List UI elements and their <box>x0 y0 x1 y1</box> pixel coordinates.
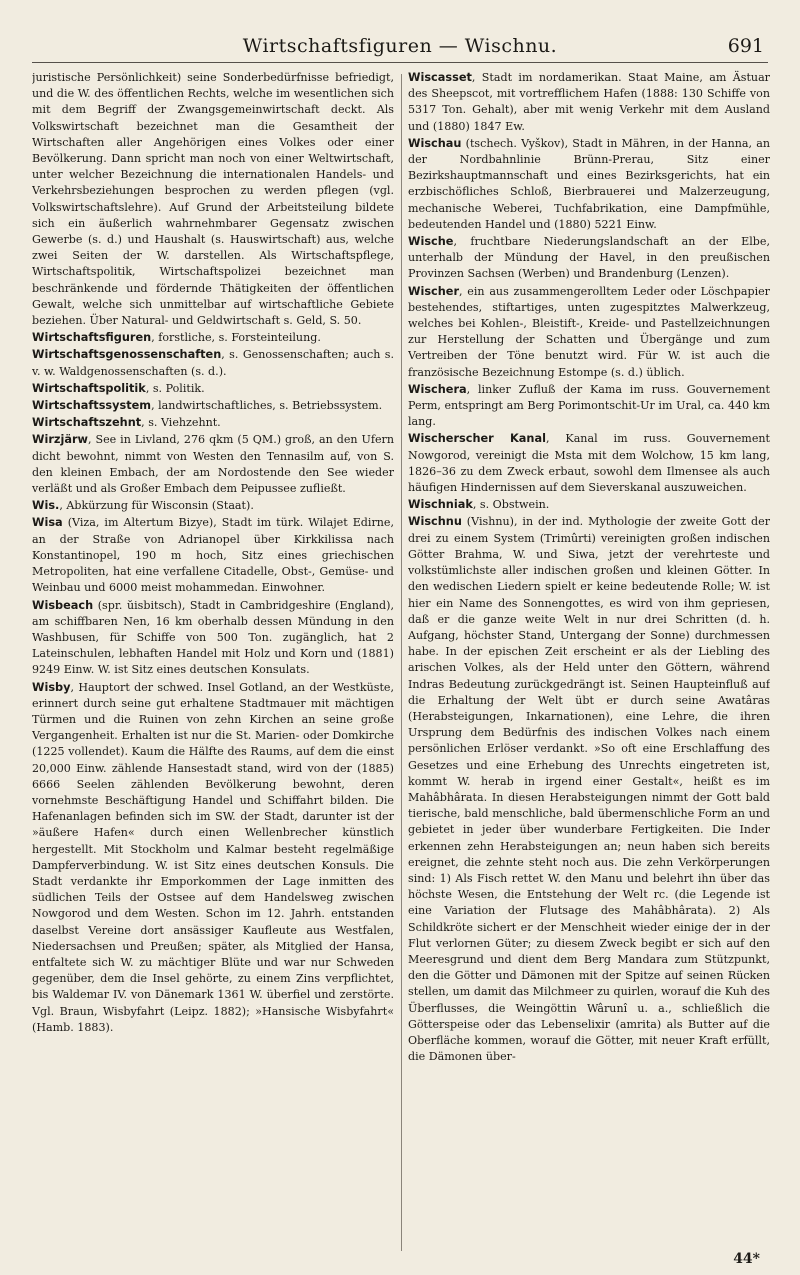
entry-headword: Wirtschaftssystem <box>32 399 152 413</box>
running-header <box>32 28 768 63</box>
entry-headword: Wisby <box>32 680 71 694</box>
entry-headword: Wirzjärw <box>32 433 88 447</box>
text-columns <box>32 70 770 1251</box>
entry-headword: Wirtschaftszehnt <box>32 416 142 430</box>
dictionary-entry <box>32 680 394 1036</box>
entry-text: (Vishnu), in der ind. Mythologie der zweite Gott der drei zu einem System (Trimûrti) vereinigten großen indischen Götter Brahma, W. und Siwa, jetzt der verehrteste und volkstümlichste aller indischen großen und kleinen Götter. In den wedischen Liedern spielt er keine bedeutende Rolle; W. ist hier ein Name des Sonnengottes, es wird von ihm gepriesen, daß er die ganze weite Welt in nur drei Schritten (d. h. Aufgang, höchster Stand, Untergang der Sonne) durchmessen habe. In der epischen Zeit erscheint er als der Liebling des arischen Volkes, als der Held unter den Göttern, während Indras Bedeutung zurückgedrängt ist. Seinen Haupteinfluß auf die Erhaltung der Welt übt er durch seine Awatâras (Herabsteigungen, Inkarnationen), eine Lehre, die ihren Ursprung dem Bedürfnis des indischen Volkes nach einem persönlichen Erlöser verdankt. »So oft eine Erschlaffung des Gesetzes und eine Erhebung des Unrechts eingetreten ist, kommt W. herab in irgend einer Gestalt«, heißt es im Mahâbhârata. In diesen Herabsteigungen nimmt der Gott bald tierische, bald menschliche, bald übermenschliche Form an und gebietet in jeder über wunderbare Fertigkeiten. Die Inder erkennen zehn Herabsteigungen an; neun haben sich bereits ereignet, die zehnte steht noch aus. Die zehn Verkörperungen sind: 1) Als Fisch rettet W. den Manu und belehrt ihn über das höchste Wesen, die Entstehung der Welt rc. (die Legende ist eine Variation der Flutsage des Mahâbhârata). 2) Als Schildkröte sichert er der Menschheit wieder einige der in der Flut verlornen Güter; zu diesem Zweck begibt er sich auf den Meeresgrund und dient dem Berg Mandara zum Stützpunkt, den die Götter und Dämonen mit der Spitze auf seinen Rücken stellen, um damit das Milchmeer zu quirlen, worauf die Kuh des Überflusses, die Weingöttin Wârunî u. a., schließlich die Götterspeise oder das Lebenselixir (amrita) als Butter auf die Oberfläche kommen, worauf die Götter, mit neuer Kraft erfüllt, die Dämonen über- <box>408 515 770 1064</box>
entry-text: , fruchtbare Niederungslandschaft an der Elbe, unterhalb der Mündung der Havel, in den preußischen Provinzen Sachsen (Werben) und Brandenburg (Lenzen). <box>408 235 770 281</box>
entry-text: , s. Viehzehnt. <box>141 416 221 430</box>
dictionary-entry <box>32 432 394 497</box>
dictionary-entry <box>32 415 394 431</box>
dictionary-entry <box>32 381 394 397</box>
dictionary-entry <box>32 347 394 379</box>
entry-headword: Wisbeach <box>32 598 94 612</box>
signature-mark: 44* <box>733 1251 760 1267</box>
dictionary-entry <box>408 431 770 496</box>
entry-text: (Viza, im Altertum Bizye), Stadt im türk. Wilajet Edirne, an der Straße von Adrianopel über Kirkkilissa nach Konstantinopel, 190 m hoch, Sitz eines griechischen Metropoliten, hat eine verfallene Citadelle, Obst-, Gemüse- und Weinbau und 6000 meist mohammedan. Einwohner. <box>32 516 394 595</box>
right-column <box>408 70 770 1251</box>
entry-text: , Kanal im russ. Gouvernement Nowgorod, vereinigt die Msta mit dem Wolchow, 15 km lang, 1826–36 zu dem Zweck erbaut, sowohl dem Ilmensee als auch häufigen Hindernissen auf dem Sieverskanal auszuweichen. <box>408 432 770 495</box>
entry-headword: Wischera <box>408 382 467 396</box>
entry-headword: Wirtschaftspolitik <box>32 381 146 395</box>
dictionary-entry <box>32 398 394 414</box>
dictionary-entry <box>32 515 394 596</box>
dictionary-entry <box>408 497 770 513</box>
entry-headword: Wisa <box>32 516 63 530</box>
entry-text: , linker Zufluß der Kama im russ. Gouvernement Perm, entspringt am Berg Porimontschit-Ur im Ural, ca. 440 km lang. <box>408 382 770 429</box>
entry-text: , Stadt im nordamerikan. Staat Maine, am Ästuar des Sheepscot, mit vortrefflichem Hafen (1888: 130 Schiffe von 5317 Ton. Gehalt), aber mit wenig Verkehr mit dem Ausland und (1880) 1847 Ew. <box>408 71 770 133</box>
entry-text: , s. Obstwein. <box>472 498 550 512</box>
dictionary-entry <box>32 70 394 329</box>
entry-headword: Wischer <box>408 284 460 298</box>
entry-headword: Wische <box>408 235 454 249</box>
entry-text: , forstliche, s. Forsteinteilung. <box>151 331 321 345</box>
entry-text: , ein aus zusammengerolltem Leder oder Löschpapier bestehendes, stiftartiges, unten zugespitztes Malwerkzeug, welches bei Kohlen-, Bleistift-, Kreide- und Pastellzeichnungen zur Herstellung der Schatten und Übergänge und zum Vertreiben der Töne benutzt wird. Für W. ist auch die französische Bezeichnung Estompe (s. d.) üblich. <box>408 284 770 379</box>
left-column <box>32 70 394 1251</box>
entry-text: juristische Persönlichkeit) seine Sonderbedürfnisse befriedigt, und die W. des öffentlichen Rechts, welche im wesentlichen sich mit dem Begriff der Zwangsgemeinwirtschaft deckt. Als Volkswirtschaft bezeichnet man die Gesamtheit der Wirtschaften aller Angehörigen eines Volkes oder einer Bevölkerung. Dann spricht man noch von einer Weltwirtschaft, unter welcher Bezeichnung die internationalen Handels- und Verkehrsbeziehungen besprochen zu werden pflegen (vgl. Volkswirtschaftslehre). Auf Grund der Arbeitsteilung bildete sich ein äußerlich wahrnehmbarer Gegensatz zwischen Gewerbe (s. d.) und Haushalt (s. Hauswirtschaft) aus, welche zwei Seiten der W. darstellen. Als Wirtschaftspflege, Wirtschaftspolitik, Wirtschaftspolizei bezeichnet man beschränkende und fördernde Thätigkeiten der öffentlichen Gewalt, welche sich unmittelbar auf wirtschaftliche Gebiete beziehen. Über Natural- und Geldwirtschaft s. Geld, S. 50. <box>32 71 394 328</box>
column-divider <box>401 74 402 1251</box>
dictionary-entry <box>32 598 394 679</box>
entry-headword: Wirtschaftsgenossenschaften <box>32 348 222 362</box>
entry-headword: Wiscasset <box>408 71 472 84</box>
dictionary-entry <box>32 498 394 514</box>
entry-text: , s. Genossenschaften; auch s. v. w. Waldgenossenschaften (s. d.). <box>32 348 394 378</box>
entry-headword: Wis. <box>32 499 60 513</box>
entry-text: , landwirtschaftliches, s. Betriebssystem. <box>151 399 383 413</box>
dictionary-entry <box>408 382 770 431</box>
dictionary-entry <box>408 234 770 283</box>
dictionary-entry <box>408 284 770 381</box>
entry-text: (tschech. Vyškov), Stadt in Mähren, in der Hanna, an der Nordbahnlinie Brünn-Prerau, Sitz einer Bezirkshauptmannschaft und eines Bezirksgerichts, hat ein erzbischöfliches Schloß, Bierbrauerei und Malzerzeugung, mechanische Weberei, Tuchfabrikation, eine Dampfmühle, bedeutenden Handel und (1880) 5221 Einw. <box>408 136 770 231</box>
entry-text: , See in Livland, 276 qkm (5 QM.) groß, an den Ufern dicht bewohnt, nimmt von Westen den Tennasilm auf, von S. den kleinen Embach, der am Nordostende den See wieder verläßt und als Großer Embach dem Peipussee zufließt. <box>32 433 394 496</box>
entry-headword: Wirtschaftsfiguren <box>32 331 152 345</box>
page-number: 691 <box>727 35 764 57</box>
header-title: Wirtschaftsfiguren — Wischnu. <box>242 35 558 57</box>
entry-headword: Wischniak <box>408 498 473 512</box>
entry-text: , Abkürzung für Wisconsin (Staat). <box>59 499 254 513</box>
dictionary-entry <box>32 330 394 346</box>
dictionary-entry <box>408 70 770 135</box>
dictionary-entry <box>408 514 770 1065</box>
entry-headword: Wischnu <box>408 515 462 529</box>
entry-headword: Wischau <box>408 136 462 150</box>
entry-text: , Hauptort der schwed. Insel Gotland, an der Westküste, erinnert durch seine gut erhaltene Stadtmauer mit mächtigen Türmen und die Ruinen von zehn Kirchen an seine große Vergangenheit. Erhalten ist nur die St. Marien- oder Domkirche (1225 vollendet). Kaum die Hälfte des Raums, auf dem die einst 20,000 Einw. zählende Hansestadt stand, wird von der (1885) 6666 Seelen zählenden Bevölkerung bewohnt, deren vornehmste Beschäftigung Handel und Schiffahrt bilden. Die Hafenanlagen befinden sich im SW. der Stadt, darunter ist der »äußere Hafen« durch einen Wellenbrecher künstlich hergestellt. Mit Stockholm und Kalmar besteht regelmäßige Dampferverbindung. W. ist Sitz eines deutschen Konsuls. Die Stadt verdankte ihr Emporkommen der Lage inmitten des südlichen Teils der Ostsee auf dem Handelsweg zwischen Nowgorod und dem Westen. Schon im 12. Jahrh. entstanden daselbst Vereine dort ansässiger Kaufleute aus Westfalen, Niedersachsen und Preußen; später, als Mitglied der Hansa, entfaltete sich W. zu mächtiger Blüte und war nur Schweden gegenüber, dem die Insel gehörte, zu einem Zins verpflichtet, bis Waldemar IV. von Dänemark 1361 W. überfiel und zerstörte. Vgl. Braun, Wisbyfahrt (Leipz. 1882); »Hansische Wisbyfahrt« (Hamb. 1883). <box>32 680 394 1034</box>
entry-text: , s. Politik. <box>145 381 205 395</box>
dictionary-entry <box>408 136 770 233</box>
entry-text: (spr. ŭisbitsch), Stadt in Cambridgeshire (England), am schiffbaren Nen, 16 km oberhalb dessen Mündung in den Washbusen, für Schiffe von 500 Ton. zugänglich, hat 2 Lateinschulen, lebhaften Handel mit Holz und Korn und (1881) 9249 Einw. W. ist Sitz eines deutschen Konsulats. <box>32 598 394 677</box>
entry-headword: Wischerscher Kanal <box>408 432 546 446</box>
